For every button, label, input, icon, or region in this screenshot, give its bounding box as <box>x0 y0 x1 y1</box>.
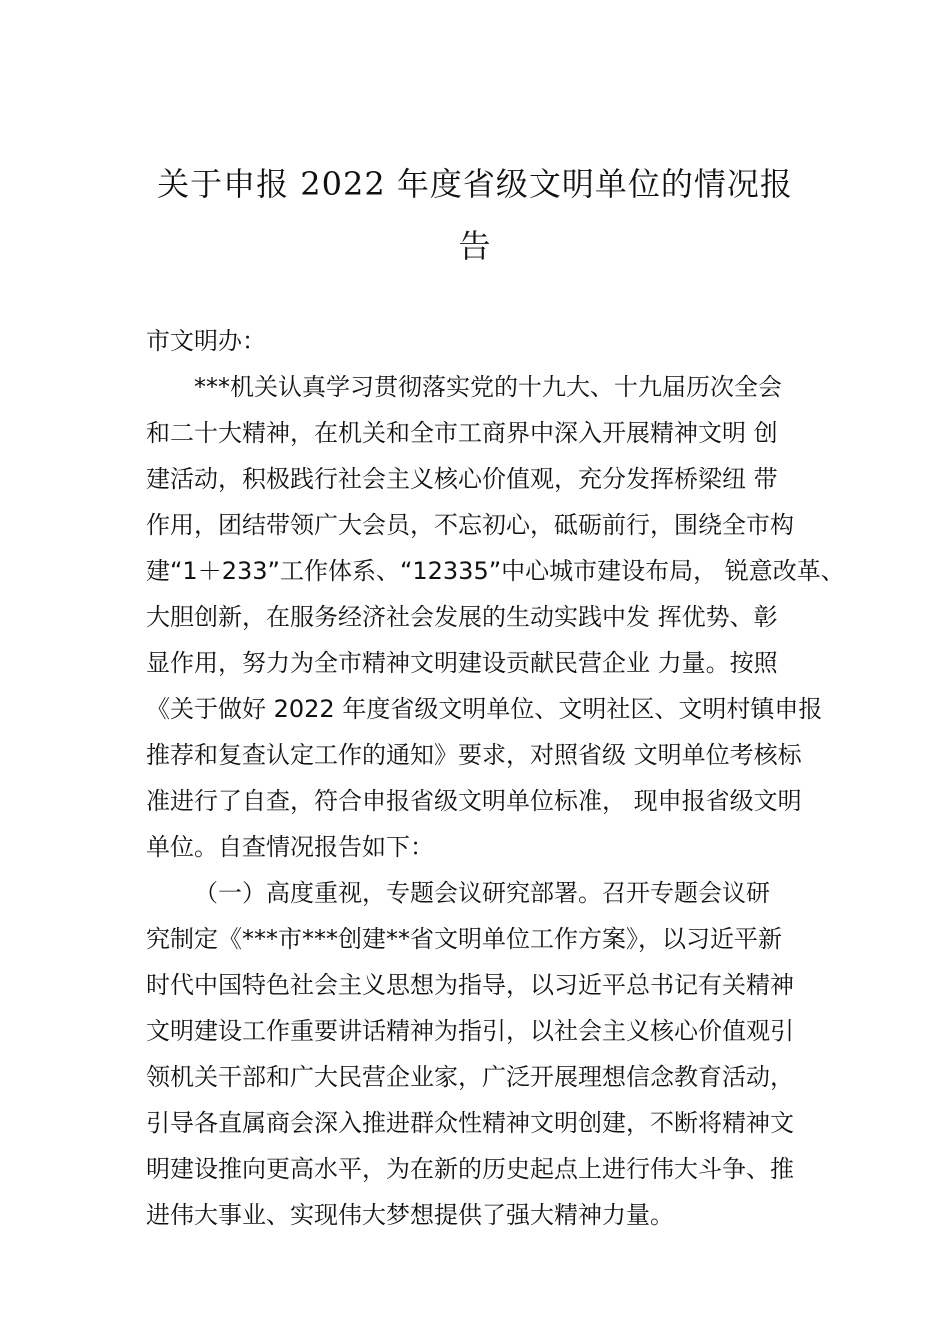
salutation: 市文明办： <box>146 327 266 355</box>
paragraph-line: 时代中国特色社会主义思想为指导，以习近平总书记有关精神 <box>146 971 794 999</box>
paragraph-line: 作用，团结带领广大会员，不忘初心，砥砺前行，围绕全市构 <box>146 511 794 539</box>
paragraph-line: （一）高度重视，专题会议研究部署。召开专题会议研 <box>194 879 770 907</box>
paragraph-line: 究制定《***市***创建**省文明单位工作方案》，以习近平新 <box>146 925 782 953</box>
document-title-line-1: 关于申报 2022 年度省级文明单位的情况报 <box>157 165 793 203</box>
paragraph-line: 单位。自查情况报告如下： <box>146 833 434 861</box>
paragraph-line: 进伟大事业、实现伟大梦想提供了强大精神力量。 <box>146 1201 674 1229</box>
paragraph-line: 和二十大精神，在机关和全市工商界中深入开展精神文明 创 <box>146 419 778 447</box>
paragraph-line: 建活动，积极践行社会主义核心价值观，充分发挥桥梁纽 带 <box>146 465 778 493</box>
paragraph-line: 推荐和复查认定工作的通知》要求，对照省级 文明单位考核标 <box>146 741 802 769</box>
paragraph-line: 建“1＋233”工作体系、“12335”中心城市建设布局， 锐意改革、 <box>146 557 845 585</box>
paragraph-line: ***机关认真学习贯彻落实党的十九大、十九届历次全会 <box>194 373 782 401</box>
paragraph-line: 准进行了自查，符合申报省级文明单位标准， 现申报省级文明 <box>146 787 802 815</box>
paragraph-line: 显作用，努力为全市精神文明建设贡献民营企业 力量。按照 <box>146 649 778 677</box>
paragraph-line: 领机关干部和广大民营企业家，广泛开展理想信念教育活动， <box>146 1063 794 1091</box>
paragraph-line: 文明建设工作重要讲话精神为指引，以社会主义核心价值观引 <box>146 1017 794 1045</box>
document-title-line-2: 告 <box>458 227 492 265</box>
paragraph-line: 引导各直属商会深入推进群众性精神文明创建，不断将精神文 <box>146 1109 794 1137</box>
paragraph-line: 《关于做好 2022 年度省级文明单位、文明社区、文明村镇申报 <box>146 695 823 723</box>
paragraph-line: 大胆创新，在服务经济社会发展的生动实践中发 挥优势、彰 <box>146 603 778 631</box>
document-body <box>146 318 845 1238</box>
paragraph-line: 明建设推向更高水平，为在新的历史起点上进行伟大斗争、推 <box>146 1155 794 1183</box>
